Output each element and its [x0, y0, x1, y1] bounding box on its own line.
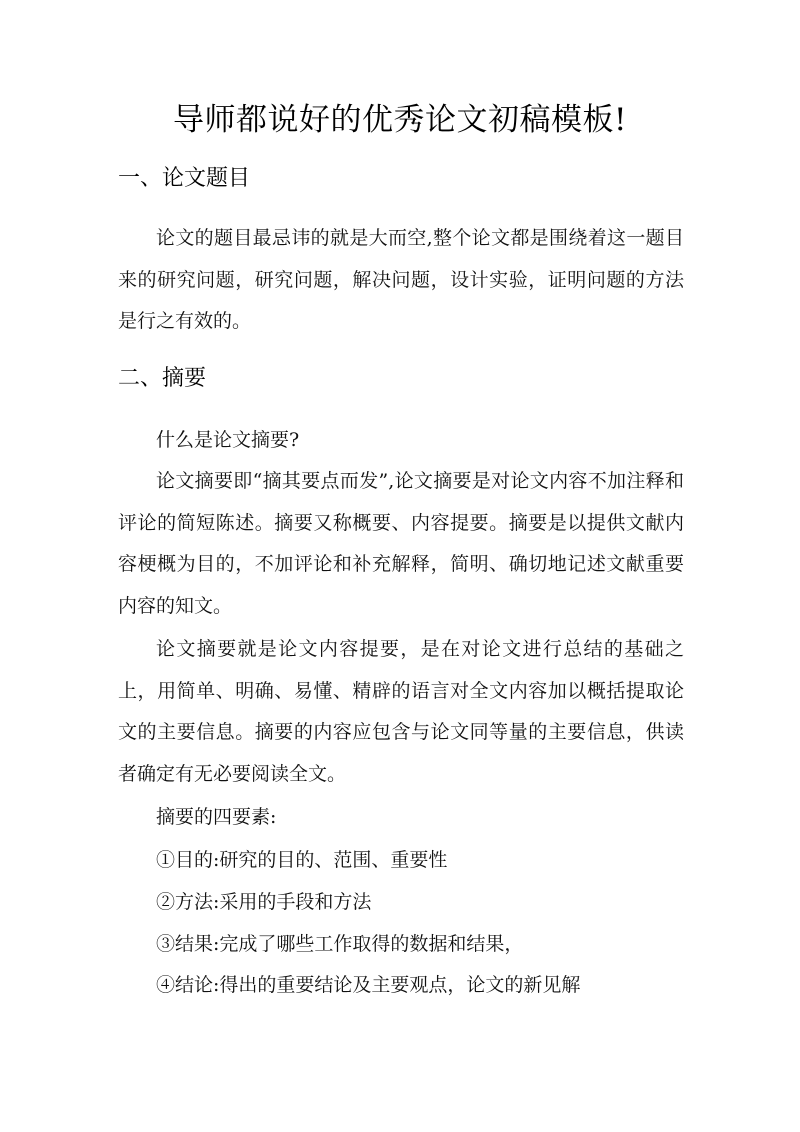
abstract-element-item: ①目的:研究的目的、范围、重要性	[156, 849, 448, 871]
paragraph-title-description: 论文的题目最忌讳的就是大而空,整个论文都是围绕着这一题目来的研究问题，研究问题，解决问题，设计实验，证明问题的方法是行之有效的。	[118, 227, 684, 332]
abstract-element-item: ④结论:得出的重要结论及主要观点，论文的新见解	[156, 974, 581, 996]
document-title: 导师都说好的优秀论文初稿模板!	[173, 102, 627, 138]
abstract-question: 什么是论文摘要?	[156, 429, 300, 451]
abstract-elements-intro: 摘要的四要素:	[156, 806, 277, 828]
abstract-element-item: ③结果:完成了哪些工作取得的数据和结果，	[156, 933, 524, 955]
section-heading-title: 一、论文题目	[118, 166, 251, 191]
paragraph-abstract-summary: 论文摘要就是论文内容提要，是在对论文进行总结的基础之上，用简单、明确、易懂、精辟的语言对全文内容加以概括提取论文的主要信息。摘要的内容应包含与论文同等量的主要信息，供读者确定有无必要阅读全文。	[118, 638, 684, 785]
abstract-element-item: ②方法:采用的手段和方法	[156, 891, 372, 913]
paragraph-abstract-definition: 论文摘要即“摘其要点而发”,论文摘要是对论文内容不加注释和评论的简短陈述。摘要又称概要、内容提要。摘要是以提供文献内容梗概为目的，不加评论和补充解释，简明、确切地记述文献重要内容的知文。	[118, 470, 684, 617]
section-heading-abstract: 二、摘要	[118, 366, 207, 391]
